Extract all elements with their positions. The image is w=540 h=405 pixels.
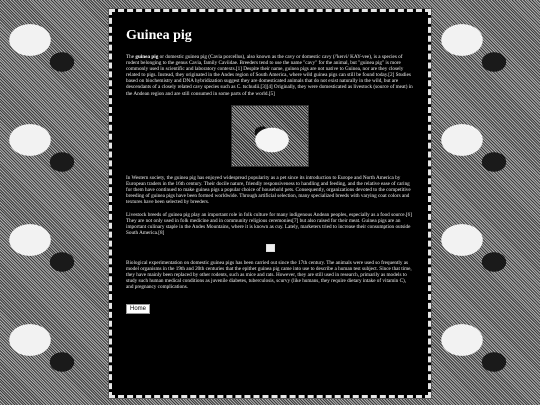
broken-image-icon	[266, 244, 275, 252]
intro-text: or domestic guinea pig (Cavia porcellus), also known as the cavy or domestic cavy (/'keɪvi/ KAY-vee), is a species of rodent belonging to the genus Cavia, family Caviidae. Breeders tend to use the name "cavy" for the animal, but "guinea pig" is more commonly used in scientific and laboratory contexts.[1] Despite their name, guinea pigs are not native to Guinea, nor are they closely related to pigs. Instead, they originated in the Andes region of South America, where wild guinea pigs can still be found today.[2] Studies based on biochemistry and DNA hybridization suggest they are domesticated animals that do not exist naturally in the wild, but are descendants of a closely related cavy species such as C. tschudii.[3][4] Originally, they were domesticated as livestock (source of meat) in the Andean region and are still consumed in some parts of the world.[5]	[126, 54, 413, 97]
paragraph-pets: In Western society, the guinea pig has enjoyed widespread popularity as a pet since its introduction to Europe and North America by European traders in the 16th century. Their docile nature, friendly responsiveness to handling and feeding, and the relative ease of caring for them have continued to make guinea pigs a popular choice of household pets. Consequently, organizations devoted to the competitive breeding of guinea pigs have been formed worldwide. Through artificial selection, many specialized breeds with varying coat colors and textures have been selected by breeders.	[126, 174, 411, 206]
intro-lead: The	[126, 54, 135, 60]
content-frame	[109, 9, 431, 398]
article	[126, 28, 414, 315]
paragraph-research: Biological experimentation on domestic guinea pigs has been carried out since the 17th century. The animals were used so frequently as model organisms in the 19th and 20th centuries that the epithet guinea pig came into use to describe a human test subject. Since that time, they have mainly been replaced by other rodents, such as mice and rats. However, they are still used in research, primarily as models to study such human medical conditions as juvenile diabetes, tuberculosis, scurvy (like humans, they require dietary intake of vitamin C), and pregnancy complications.	[126, 259, 412, 290]
page-title: Guinea pig	[126, 28, 192, 43]
home-button[interactable]: Home	[126, 304, 150, 314]
paragraph-livestock: Livestock breeds of guinea pig play an important role in folk culture for many indigenous Andean peoples, especially as a food source.[6] They are not only used in folk medicine and in community religious ceremonies[7] but also raised for their meat. Guinea pigs are an important culinary staple in the Andes Mountains, where it is known as cuy. Lately, marketers tried to increase their consumption outside South America.[8]	[126, 212, 412, 237]
guinea-pig-photo	[231, 105, 309, 167]
intro-bold-term: guinea pig	[135, 54, 159, 60]
intro-paragraph	[126, 54, 414, 97]
